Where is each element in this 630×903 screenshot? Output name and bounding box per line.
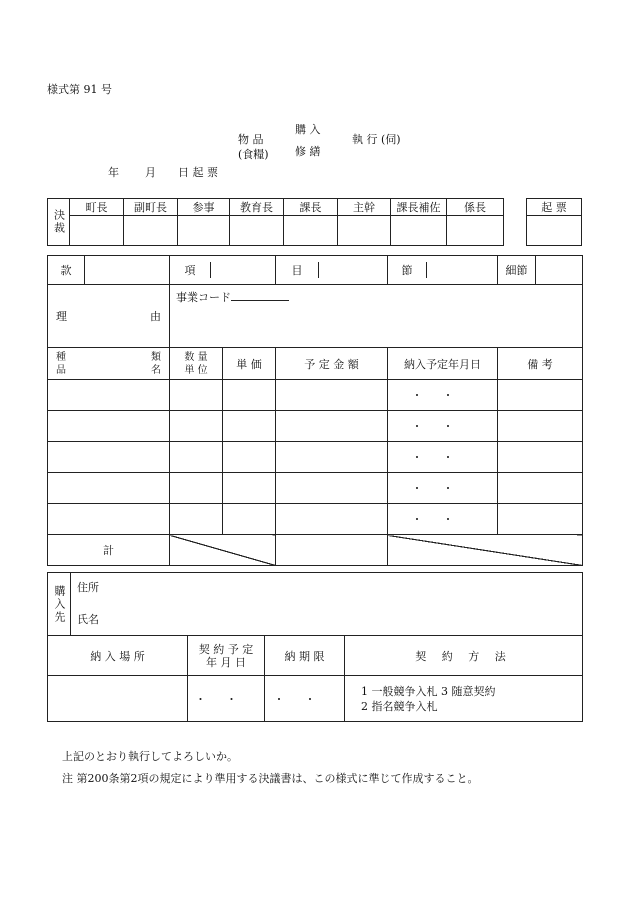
- budget-saisetsu-field[interactable]: [536, 256, 583, 285]
- role-superintendent: 教育長: [230, 199, 284, 216]
- item-due-field[interactable]: ・・: [388, 380, 498, 411]
- header-note: 備 考: [498, 348, 583, 380]
- title-repair: 修 繕: [295, 145, 321, 158]
- seal-box[interactable]: [338, 216, 391, 246]
- item-qty-field[interactable]: [170, 442, 223, 473]
- header-kind-name: 種 類 品 名: [48, 348, 170, 380]
- item-row: [48, 411, 583, 442]
- title-buy: 購 入: [295, 123, 321, 136]
- item-note-field[interactable]: [498, 442, 583, 473]
- item-row: [48, 504, 583, 535]
- header-amount: 予 定 金 額: [276, 348, 388, 380]
- contract-table: [47, 572, 583, 722]
- item-row: [48, 380, 583, 411]
- contract-method-options[interactable]: [345, 676, 583, 722]
- item-note-field[interactable]: [498, 504, 583, 535]
- budget-setsu-cell[interactable]: [388, 256, 498, 285]
- title-food: (食糧): [238, 148, 269, 161]
- approval-table: [47, 198, 504, 246]
- delivery-place-field[interactable]: [48, 676, 188, 722]
- item-amount-field[interactable]: [276, 411, 388, 442]
- role-section-chief: 課長: [284, 199, 338, 216]
- budget-setsu-label: 節: [388, 262, 427, 278]
- footer-confirm: 上記のとおり執行してよろしいか。: [62, 750, 238, 763]
- item-qty-field[interactable]: [170, 380, 223, 411]
- item-qty-field[interactable]: [170, 504, 223, 535]
- item-due-field[interactable]: ・・: [388, 411, 498, 442]
- seal-box[interactable]: [178, 216, 230, 246]
- seal-box[interactable]: [230, 216, 284, 246]
- budget-moku-cell[interactable]: [276, 256, 388, 285]
- item-note-field[interactable]: [498, 411, 583, 442]
- role-manager: 主幹: [338, 199, 391, 216]
- supplier-address-label: 住所: [77, 581, 99, 594]
- budget-kan-label: 款: [48, 256, 85, 285]
- project-code-label: 事業コード: [176, 291, 231, 304]
- item-price-field[interactable]: [223, 442, 276, 473]
- role-subsection-chief: 係長: [447, 199, 504, 216]
- item-name-field[interactable]: [48, 442, 170, 473]
- method-line-2: 2 指名競争入札: [361, 699, 438, 713]
- item-name-field[interactable]: [48, 411, 170, 442]
- item-amount-field[interactable]: [276, 473, 388, 504]
- budget-saisetsu-label: 細節: [498, 256, 536, 285]
- item-name-field[interactable]: [48, 473, 170, 504]
- item-amount-field[interactable]: [276, 442, 388, 473]
- budget-kan-field[interactable]: [85, 256, 170, 285]
- budget-kou-label: 項: [170, 262, 211, 278]
- total-due-note-crossed: [388, 535, 583, 566]
- approval-label: 決裁: [48, 199, 70, 246]
- contract-method-label: 契 約 方 法: [345, 636, 583, 676]
- supplier-name-label: 氏名: [77, 613, 99, 626]
- seal-box[interactable]: [284, 216, 338, 246]
- reason-field[interactable]: [170, 285, 583, 348]
- project-code-field[interactable]: [231, 290, 289, 301]
- item-due-field[interactable]: ・・: [388, 442, 498, 473]
- item-price-field[interactable]: [223, 411, 276, 442]
- deadline-label: 納 期 限: [265, 636, 345, 676]
- footer-note: 注 第200条第2項の規定により準用する決議書は、この様式に準じて作成すること。: [62, 772, 479, 785]
- draft-month: 月: [145, 166, 156, 179]
- form-number: 様式第 91 号: [47, 83, 112, 96]
- item-due-field[interactable]: ・・: [388, 504, 498, 535]
- item-qty-field[interactable]: [170, 473, 223, 504]
- reason-label: 理 由: [48, 285, 170, 348]
- item-amount-field[interactable]: [276, 380, 388, 411]
- role-deputy-mayor: 副町長: [124, 199, 178, 216]
- item-row: [48, 442, 583, 473]
- drafter-table: [526, 198, 582, 246]
- seal-box[interactable]: [391, 216, 447, 246]
- header-qty-unit: 数 量 単 位: [170, 348, 223, 380]
- item-qty-field[interactable]: [170, 411, 223, 442]
- role-mayor: 町長: [70, 199, 124, 216]
- budget-kou-cell[interactable]: [170, 256, 276, 285]
- title-exec: 執 行 (伺): [352, 133, 401, 146]
- seal-box[interactable]: [70, 216, 124, 246]
- draft-day: 日 起 票: [178, 166, 218, 179]
- total-amount-field[interactable]: [276, 535, 388, 566]
- supplier-field[interactable]: [71, 573, 583, 636]
- seal-box[interactable]: [447, 216, 504, 246]
- item-price-field[interactable]: [223, 380, 276, 411]
- header-due: 納入予定年月日: [388, 348, 498, 380]
- role-counselor: 参事: [178, 199, 230, 216]
- item-row: [48, 473, 583, 504]
- main-table: [47, 255, 583, 566]
- item-price-field[interactable]: [223, 504, 276, 535]
- seal-box[interactable]: [124, 216, 178, 246]
- method-line-1: 1 一般競争入札 3 随意契約: [361, 684, 496, 698]
- contract-planned-field[interactable]: ・・: [188, 676, 265, 722]
- title-goods: 物 品: [238, 133, 264, 146]
- total-label: 計: [48, 535, 170, 566]
- item-name-field[interactable]: [48, 504, 170, 535]
- total-qty-price-crossed: [170, 535, 276, 566]
- item-due-field[interactable]: ・・: [388, 473, 498, 504]
- item-price-field[interactable]: [223, 473, 276, 504]
- deadline-field[interactable]: ・・: [265, 676, 345, 722]
- item-name-field[interactable]: [48, 380, 170, 411]
- item-amount-field[interactable]: [276, 504, 388, 535]
- contract-planned-label: 契 約 予 定 年 月 日: [188, 636, 265, 676]
- delivery-place-label: 納 入 場 所: [48, 636, 188, 676]
- role-assistant-chief: 課長補佐: [391, 199, 447, 216]
- budget-moku-label: 目: [276, 262, 319, 278]
- supplier-label: 購入先: [48, 573, 71, 636]
- item-note-field[interactable]: [498, 473, 583, 504]
- drafter-seal-box[interactable]: [527, 216, 582, 246]
- header-price: 単 価: [223, 348, 276, 380]
- item-note-field[interactable]: [498, 380, 583, 411]
- draft-year: 年: [108, 166, 119, 179]
- drafter-label: 起 票: [527, 199, 582, 216]
